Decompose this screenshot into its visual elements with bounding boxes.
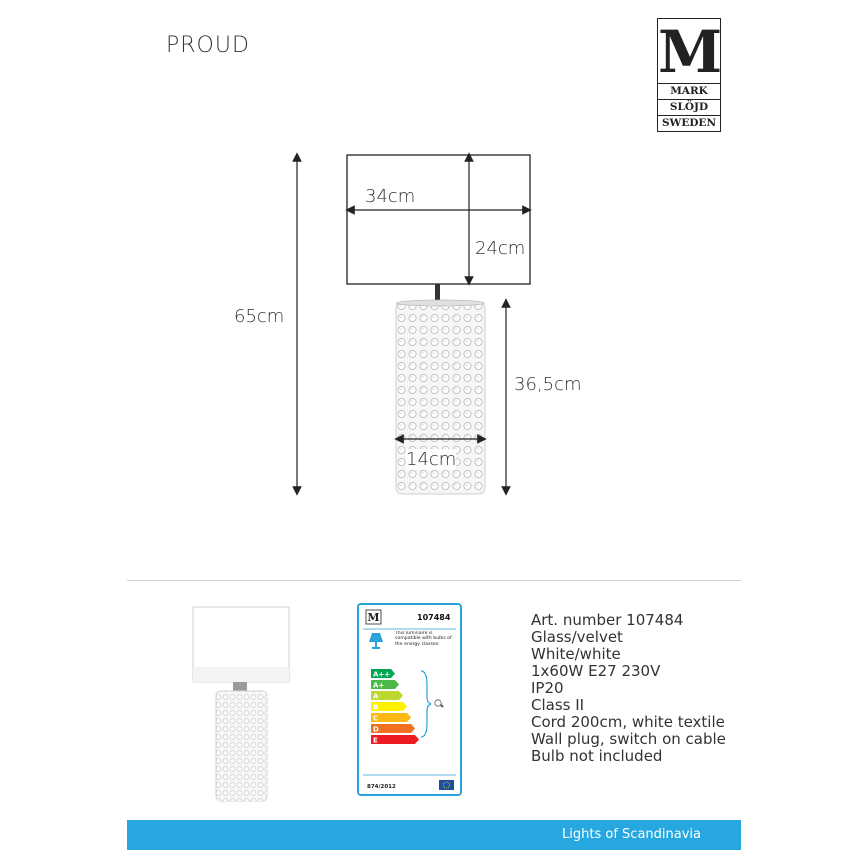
logo-word-3: SWEDEN — [658, 115, 720, 131]
energy-class-bars — [371, 669, 419, 745]
shade-width-label: 34cm — [365, 186, 416, 207]
spec-item: White/white — [531, 645, 621, 663]
eu-flag-icon — [439, 780, 454, 790]
lamp-stem — [435, 284, 440, 302]
energy-label — [357, 603, 462, 796]
energy-class-label: B — [373, 703, 379, 712]
logo-word-1: MARK — [658, 83, 720, 99]
logo-word-2: SLÖJD — [658, 99, 720, 115]
spec-item: 1x60W E27 230V — [531, 662, 661, 680]
bulb-icon — [435, 700, 444, 708]
lamp-icon — [369, 633, 383, 649]
energy-class-label: A++ — [373, 670, 391, 679]
base-height-label: 36,5cm — [514, 374, 582, 395]
spec-item: Bulb not included — [531, 747, 663, 765]
base-width-label: 14cm — [406, 449, 457, 470]
spec-item: IP20 — [531, 679, 564, 697]
section-divider — [127, 580, 741, 581]
energy-bracket — [421, 671, 431, 737]
energy-label-compat-text: This luminaire is compatible with bulbs of the energy classes: — [395, 631, 452, 647]
energy-class-label: C — [373, 714, 379, 723]
energy-label-graphic — [359, 605, 460, 794]
product-thumbnail — [187, 605, 297, 805]
energy-label-article: 107484 — [417, 613, 451, 622]
spec-item: Glass/velvet — [531, 628, 623, 646]
total-height-label: 65cm — [234, 306, 285, 327]
footer-text: Lights of Scandinavia — [562, 827, 701, 842]
footer-bar — [127, 820, 741, 850]
spec-item: Art. number 107484 — [531, 611, 684, 629]
spec-list — [531, 612, 726, 765]
energy-class-bar — [371, 735, 419, 744]
logo-letter: M — [658, 18, 723, 86]
spec-item: Cord 200cm, white textile — [531, 713, 725, 731]
spec-item: Class II — [531, 696, 585, 714]
spec-item: Wall plug, switch on cable — [531, 730, 726, 748]
energy-class-label: A+ — [373, 681, 385, 690]
energy-label-logo-letter: M — [367, 611, 380, 624]
product-title: PROUD — [166, 33, 250, 58]
energy-class-label: A — [373, 692, 379, 701]
shade-height-label: 24cm — [475, 238, 526, 259]
lamp-shade — [347, 155, 530, 284]
energy-class-label: E — [373, 736, 378, 745]
energy-label-regulation: 874/2012 — [367, 784, 396, 790]
energy-class-label: D — [373, 725, 379, 734]
